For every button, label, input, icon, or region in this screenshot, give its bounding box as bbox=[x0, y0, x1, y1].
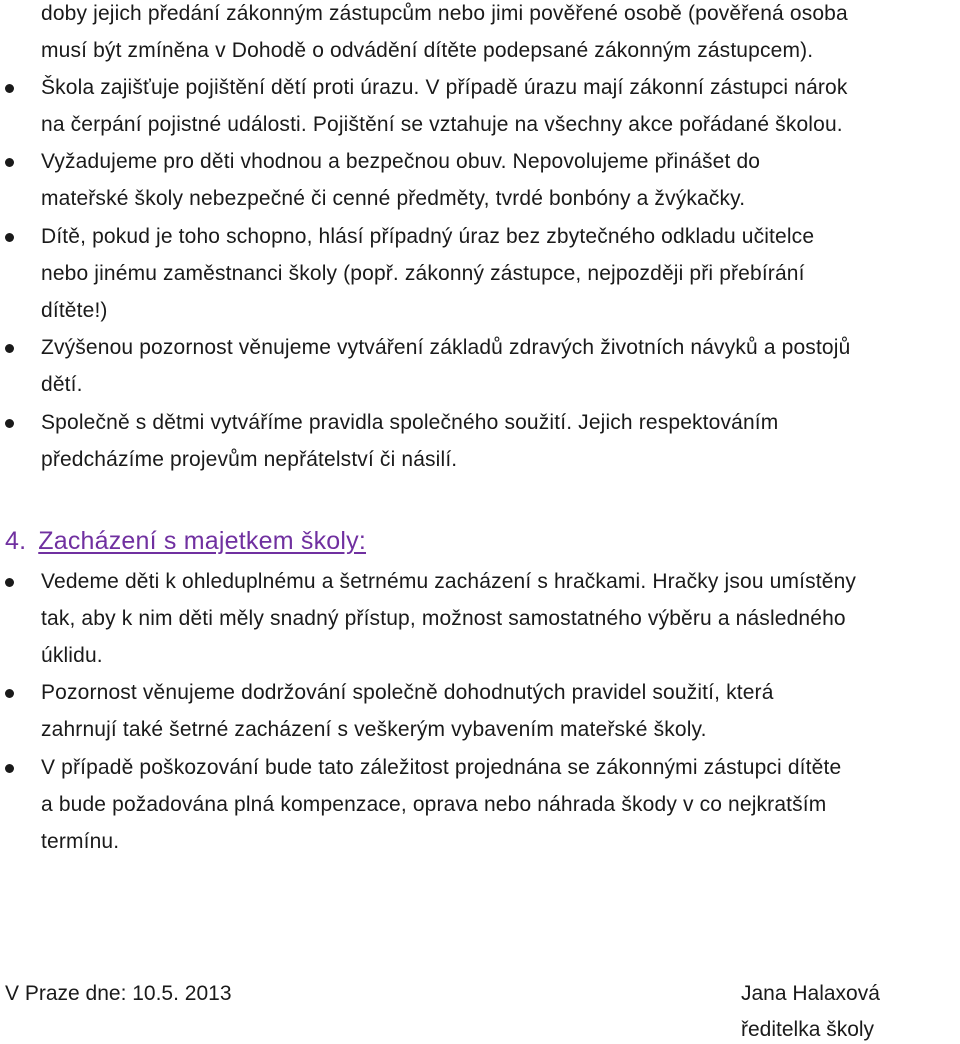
list-item-line: Společně s dětmi vytváříme pravidla společného soužití. Jejich respektováním bbox=[41, 411, 779, 434]
text-line: musí být zmíněna v Dohodě o odvádění dítěte podepsané zákonným zástupcem). bbox=[41, 39, 814, 62]
bullet-icon bbox=[5, 84, 14, 93]
text-line: doby jejich předání zákonným zástupcům nebo jimi pověřené osobě (pověřená osoba bbox=[41, 2, 848, 25]
list-item-line: Vyžadujeme pro děti vhodnou a bezpečnou obuv. Nepovolujeme přinášet do bbox=[41, 150, 761, 173]
signatory-name: Jana Halaxová bbox=[741, 982, 880, 1005]
list-item-line: Pozornost věnujeme dodržování společně dohodnutých pravidel soužití, která bbox=[41, 681, 774, 704]
list-item-line: termínu. bbox=[41, 830, 120, 853]
bullet-icon bbox=[5, 764, 14, 773]
bullet-icon bbox=[5, 419, 14, 428]
list-item-line: úklidu. bbox=[41, 644, 103, 667]
list-item-line: předcházíme projevům nepřátelství či násilí. bbox=[41, 448, 458, 471]
list-item-line: Dítě, pokud je toho schopno, hlásí případný úraz bez zbytečného odkladu učitelce bbox=[41, 225, 815, 248]
place-and-date: V Praze dne: 10.5. 2013 bbox=[5, 982, 232, 1005]
list-item-line: mateřské školy nebezpečné či cenné předměty, tvrdé bonbóny a žvýkačky. bbox=[41, 187, 746, 210]
list-item-line: Škola zajišťuje pojištění dětí proti úrazu. V případě úrazu mají zákonní zástupci nárok bbox=[41, 76, 848, 99]
list-item-line: dítěte!) bbox=[41, 299, 108, 322]
list-item-line: a bude požadována plná kompenzace, oprava nebo náhrada škody v co nejkratším bbox=[41, 793, 827, 816]
bullet-icon bbox=[5, 233, 14, 242]
list-item-line: nebo jinému zaměstnanci školy (popř. zákonný zástupce, nejpozději při přebírání bbox=[41, 262, 805, 285]
bullet-icon bbox=[5, 344, 14, 353]
section-title: Zacházení s majetkem školy: bbox=[38, 527, 366, 555]
signatory-role: ředitelka školy bbox=[741, 1018, 875, 1041]
list-item-line: na čerpání pojistné události. Pojištění se vztahuje na všechny akce pořádané školou. bbox=[41, 113, 843, 136]
bullet-icon bbox=[5, 158, 14, 167]
section-heading bbox=[5, 526, 366, 556]
section-number: 4. bbox=[5, 527, 27, 555]
list-item-line: zahrnují také šetrné zacházení s veškerým vybavením mateřské školy. bbox=[41, 718, 707, 741]
list-item-line: V případě poškozování bude tato záležitost projednána se zákonnými zástupci dítěte bbox=[41, 756, 842, 779]
list-item-line: dětí. bbox=[41, 373, 83, 396]
list-item-line: Zvýšenou pozornost věnujeme vytváření základů zdravých životních návyků a postojů bbox=[41, 336, 851, 359]
list-item-line: Vedeme děti k ohleduplnému a šetrnému zacházení s hračkami. Hračky jsou umístěny bbox=[41, 570, 857, 593]
list-item-line: tak, aby k nim děti měly snadný přístup, možnost samostatného výběru a následného bbox=[41, 607, 846, 630]
bullet-icon bbox=[5, 689, 14, 698]
bullet-icon bbox=[5, 578, 14, 587]
